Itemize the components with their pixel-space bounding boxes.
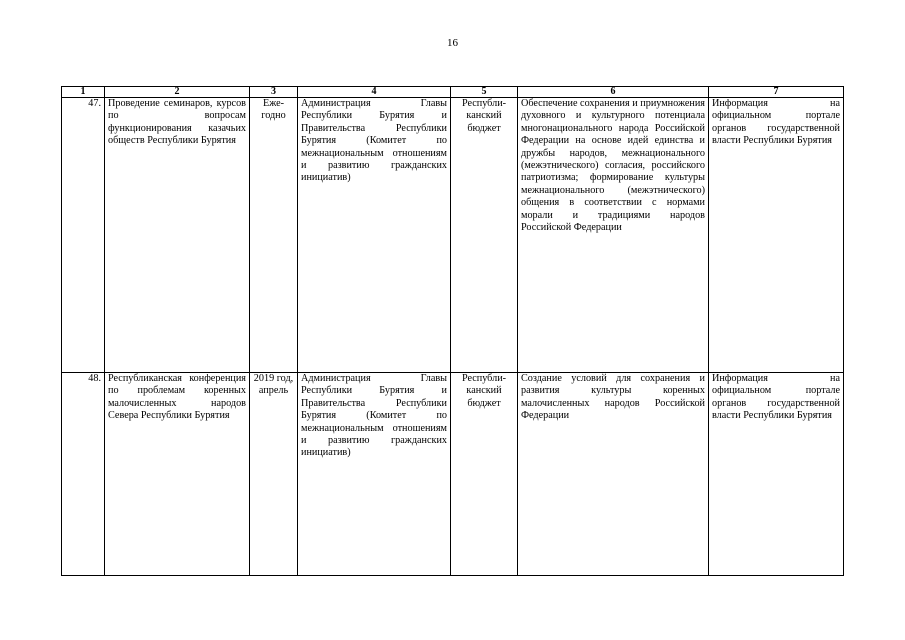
table-header-row [62,87,844,98]
event-cell: Проведение семинаров, курсов по вопросам функционирования казачьих обществ Республики Бурятия [105,98,250,373]
plan-table [61,86,844,576]
indicator-cell: Информация на официальном портале органов государственной власти Республики Бурятия [709,373,844,576]
table-row [62,98,844,373]
period-cell: 2019 год, апрель [250,373,298,576]
row-number: 47. [62,98,105,373]
event-cell: Республиканская конференция по проблемам коренных малочисленных народов Севера Республики Бурятия [105,373,250,576]
result-cell: Создание условий для сохранения и развития культуры коренных малочисленных народов Российской Федерации [518,373,709,576]
column-header: 2 [105,87,250,98]
period-cell: Еже-годно [250,98,298,373]
source-cell: Республи-канский бюджет [451,98,518,373]
row-number: 48. [62,373,105,576]
column-header: 5 [451,87,518,98]
result-cell: Обеспечение сохранения и приумножения духовного и культурного потенциала многонационального народа Российской Федерации на основе идей единства и дружбы народов, межнационального (межэтнического) согласия, российского патриотизма; формирование культуры межнационального (межэтнического) общения в соответствии с нормами морали и традициями народов Российской Федерации [518,98,709,373]
table-row [62,373,844,576]
column-header: 7 [709,87,844,98]
page-number: 16 [447,37,458,49]
executor-cell: Администрация Главы Республики Бурятия и Правительства Республики Бурятия (Комитет по межнациональным отношениям и развитию гражданских инициатив) [298,98,451,373]
column-header: 4 [298,87,451,98]
source-cell: Республи-канский бюджет [451,373,518,576]
indicator-cell: Информация на официальном портале органов государственной власти Республики Бурятия [709,98,844,373]
column-header: 6 [518,87,709,98]
column-header: 1 [62,87,105,98]
column-header: 3 [250,87,298,98]
executor-cell: Администрация Главы Республики Бурятия и Правительства Республики Бурятия (Комитет по межнациональным отношениям и развитию гражданских инициатив) [298,373,451,576]
